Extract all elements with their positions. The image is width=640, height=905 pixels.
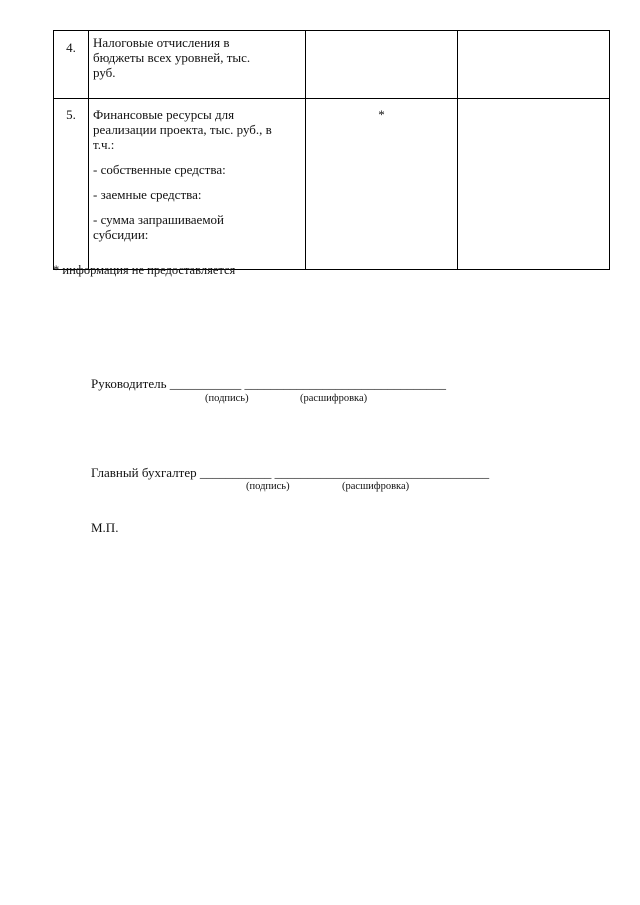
row-value-2 — [458, 99, 610, 270]
accountant-signature-line: Главный бухгалтер ___________ _________________________________ — [91, 465, 490, 480]
table-row — [54, 31, 610, 99]
row-value: * — [306, 99, 458, 270]
accountant-decoding-hint: (расшифровка) — [342, 481, 410, 492]
row-name-line: Налоговые отчисления в — [93, 35, 230, 50]
accountant-signature-hint: (подпись) — [246, 481, 290, 492]
row-name-line: т.ч.: — [93, 137, 115, 152]
row-name-line: реализации проекта, тыс. руб., в — [93, 122, 272, 137]
row-number: 5. — [54, 99, 89, 270]
row-value — [306, 31, 458, 99]
head-decoding-hint: (расшифровка) — [300, 393, 368, 404]
row-name — [89, 31, 306, 99]
head-signature-hint: (подпись) — [205, 393, 249, 404]
own-funds-label: - собственные средства: — [93, 162, 226, 177]
row-name-line: руб. — [93, 65, 116, 80]
row-number: 4. — [54, 31, 89, 99]
row-name — [89, 99, 306, 270]
subsidy-label-line2: субсидии: — [93, 227, 149, 242]
footnote: * информация не предоставляется — [53, 263, 236, 277]
subsidy-label-line1: - сумма запрашиваемой — [93, 212, 225, 227]
indicators-table — [53, 30, 610, 270]
borrowed-funds-label: - заемные средства: — [93, 187, 202, 202]
stamp-place: М.П. — [91, 520, 119, 535]
row-name-line: Финансовые ресурсы для — [93, 107, 235, 122]
row-value-2 — [458, 31, 610, 99]
row-name-line: бюджеты всех уровней, тыс. — [93, 50, 251, 65]
table-row — [54, 99, 610, 270]
head-signature-line: Руководитель ___________ _______________________________ — [91, 376, 446, 391]
